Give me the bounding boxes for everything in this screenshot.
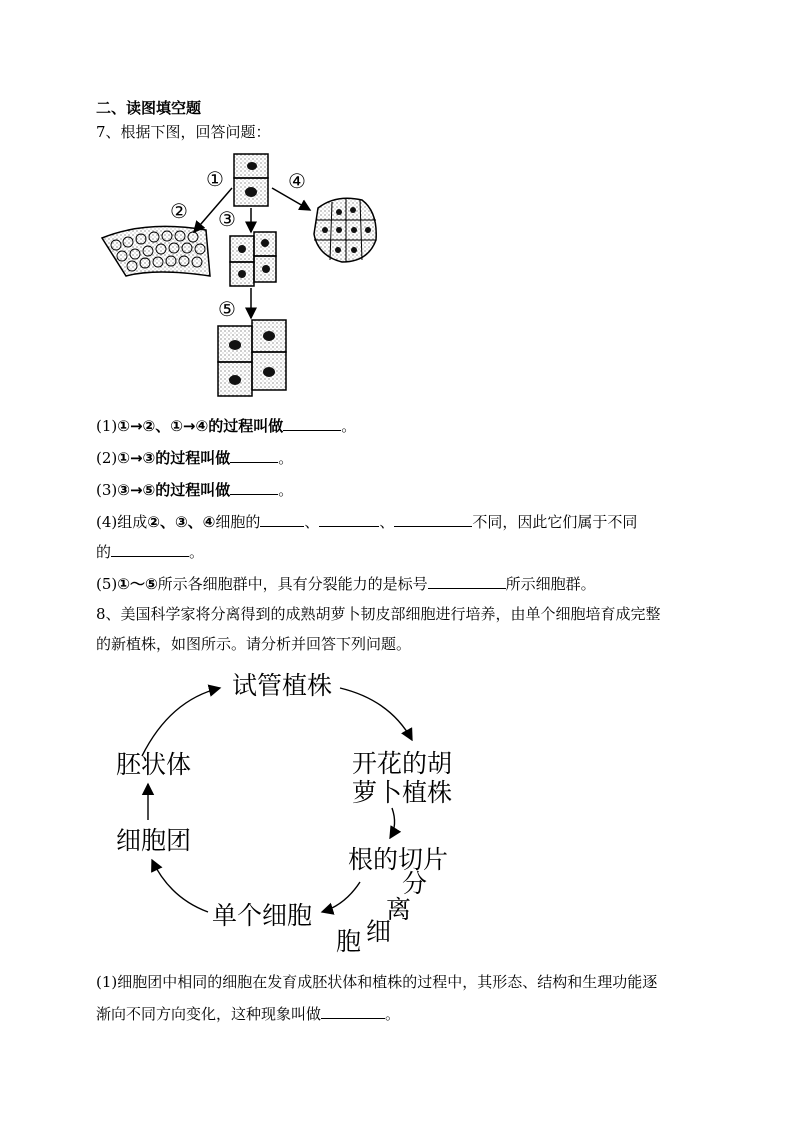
answer-blank[interactable]: [428, 574, 506, 589]
q8-sub1-line2: 渐向不同方向变化，这种现象叫做 。: [96, 1005, 401, 1023]
q7-sub5: (5)①～⑤所示各细胞群中，具有分裂能力的是标号 所示细胞群。: [96, 575, 596, 593]
cycle-separate-char2: 离: [386, 895, 412, 924]
cycle-cell-char2: 胞: [336, 927, 362, 956]
section-heading: 二、读图填空题: [96, 99, 202, 117]
answer-blank[interactable]: [321, 1004, 385, 1019]
q7-stem: 7、根据下图，回答问题：: [96, 123, 271, 141]
answer-blank[interactable]: [283, 416, 341, 431]
cell-diagram: [96, 150, 396, 400]
q7-sub1: (1)①→②、①→④的过程叫做 。: [96, 417, 357, 435]
fig-label-2: ②: [170, 199, 188, 223]
cycle-cell-char1: 细: [366, 917, 392, 946]
fig-label-1: ①: [206, 167, 224, 191]
answer-blank[interactable]: [230, 480, 278, 495]
cell-group-5: [218, 320, 286, 396]
cycle-separate-char1: 分: [402, 869, 428, 898]
cycle-root-slice: 根的切片: [348, 845, 449, 874]
cycle-single-cell: 单个细胞: [212, 901, 313, 930]
cycle-embryoid: 胚状体: [116, 750, 192, 779]
cycle-cell-mass: 细胞团: [116, 826, 192, 855]
cycle-flowering-carrot-line2: 萝卜植株: [352, 778, 453, 807]
cell-group-1: [234, 154, 268, 206]
answer-blank[interactable]: [230, 448, 278, 463]
cell-group-3: [230, 232, 276, 286]
q8-sub1-line1: (1)细胞团中相同的细胞在发育成胚状体和植株的过程中，其形态、结构和生理功能逐: [96, 973, 658, 991]
fig-label-5: ⑤: [218, 297, 236, 321]
fig-label-3: ③: [218, 207, 236, 231]
answer-blank[interactable]: [111, 542, 189, 557]
cell-group-2: [102, 226, 210, 276]
q7-sub3: (3)③→⑤的过程叫做 。: [96, 481, 294, 499]
answer-blank[interactable]: [260, 512, 304, 527]
q8-stem-line1: 8、美国科学家将分离得到的成熟胡萝卜韧皮部细胞进行培养，由单个细胞培育成完整: [96, 605, 661, 623]
cycle-test-tube-plant: 试管植株: [232, 671, 333, 700]
cycle-flowering-carrot-line1: 开花的胡: [352, 749, 453, 778]
q7-sub4-cont: 的 。: [96, 543, 205, 561]
cell-group-4: [314, 198, 376, 262]
q7-sub4: (4)组成②、③、④细胞的 、 、 不同，因此它们属于不同: [96, 513, 638, 531]
fig-label-4: ④: [288, 169, 306, 193]
answer-blank[interactable]: [319, 512, 379, 527]
answer-blank[interactable]: [394, 512, 472, 527]
q7-sub2: (2)①→③的过程叫做 。: [96, 449, 294, 467]
q8-stem-line2: 的新植株，如图所示。请分析并回答下列问题。: [96, 635, 412, 653]
